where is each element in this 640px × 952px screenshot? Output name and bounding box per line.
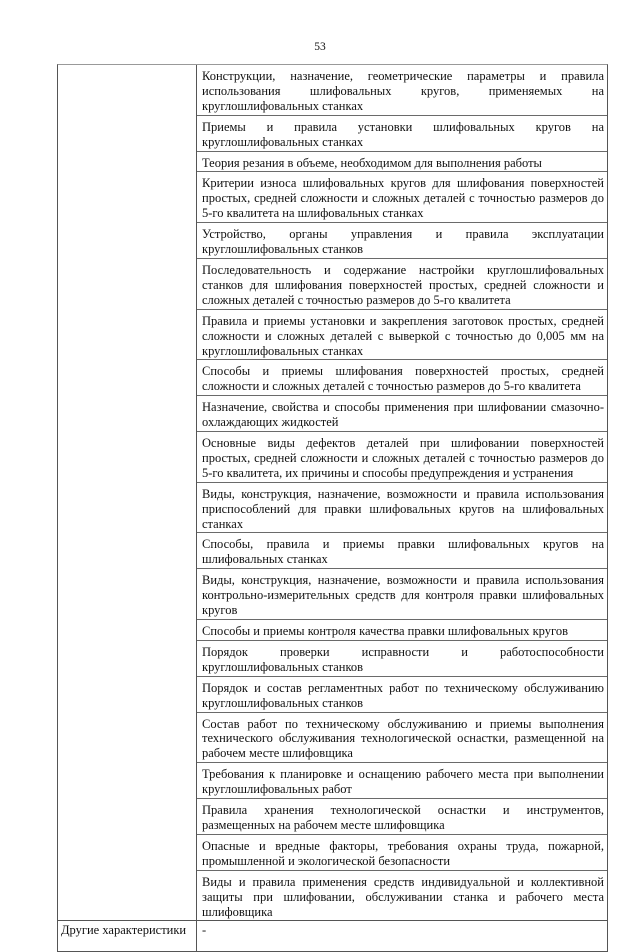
knowledge-item: Виды, конструкция, назначение, возможности и правила использования приспособлений для правки шлифовальных кругов на шлифовальных станках — [197, 483, 607, 534]
knowledge-item: Порядок проверки исправности и работоспособности круглошлифовальных станков — [197, 641, 607, 677]
knowledge-item: Способы и приемы контроля качества правки шлифовальных кругов — [197, 620, 607, 641]
other-characteristics-row — [58, 920, 607, 951]
page-number: 53 — [314, 41, 326, 53]
knowledge-item: Порядок и состав регламентных работ по техническому обслуживанию круглошлифовальных станков — [197, 677, 607, 713]
knowledge-item: Теория резания в объеме, необходимом для выполнения работы — [197, 152, 607, 173]
knowledge-item: Виды, конструкция, назначение, возможности и правила использования контрольно-измерительных средств для контроля правки шлифовальных кругов — [197, 569, 607, 620]
knowledge-item: Конструкции, назначение, геометрические параметры и правила использования шлифовальных кругов, применяемых на круглошлифовальных станках — [197, 65, 607, 116]
other-characteristics-label: Другие характеристики — [58, 921, 197, 951]
knowledge-label-cell — [58, 65, 197, 920]
knowledge-item: Опасные и вредные факторы, требования охраны труда, пожарной, промышленной и экологической безопасности — [197, 835, 607, 871]
knowledge-item: Правила и приемы установки и закрепления заготовок простых, средней сложности и сложных деталей с выверкой с точностью до 0,005 мм на круглошлифовальных станках — [197, 310, 607, 361]
knowledge-item: Способы, правила и приемы правки шлифовальных кругов на шлифовальных станках — [197, 533, 607, 569]
knowledge-item: Требования к планировке и оснащению рабочего места при выполнении круглошлифовальных работ — [197, 763, 607, 799]
knowledge-item: Виды и правила применения средств индивидуальной и коллективной защиты при шлифовании, обслуживании станка и рабочего места шлифовщика — [202, 874, 604, 919]
knowledge-item: Правила хранения технологической оснастки и инструментов, размещенных на рабочем месте шлифовщика — [197, 799, 607, 835]
other-characteristics-value: - — [202, 923, 207, 938]
other-characteristics-value-cell — [197, 921, 607, 951]
requirements-table — [57, 64, 608, 952]
knowledge-item: Способы и приемы шлифования поверхностей простых, средней сложности и сложных деталей с точностью размеров до 5-го квалитета — [197, 360, 607, 396]
knowledge-item: Устройство, органы управления и правила эксплуатации круглошлифовальных станков — [197, 223, 607, 259]
knowledge-section — [58, 65, 607, 920]
knowledge-item: Состав работ по техническому обслуживанию и приемы выполнения технического обслуживания технологической оснастки, размещенной на рабочем месте шлифовщика — [197, 713, 607, 764]
knowledge-list — [197, 65, 607, 920]
knowledge-item: Последовательность и содержание настройки круглошлифовальных станков для шлифования поверхностей простых, средней сложности и сложных деталей с точностью размеров до 5-го квалитета — [197, 259, 607, 310]
knowledge-item: Основные виды дефектов деталей при шлифовании поверхностей простых, средней сложности и сложных деталей с точностью размеров до 5-го квалитета, их причины и способы предупреждения и устранения — [197, 432, 607, 483]
knowledge-item: Приемы и правила установки шлифовальных кругов на круглошлифовальных станках — [197, 116, 607, 152]
knowledge-item: Назначение, свойства и способы применения при шлифовании смазочно-охлаждающих жидкостей — [197, 396, 607, 432]
knowledge-item: Критерии износа шлифовальных кругов для шлифования поверхностей простых, средней сложности и сложных деталей с точностью размеров до 5-го квалитета на шлифовальных станках — [197, 172, 607, 223]
